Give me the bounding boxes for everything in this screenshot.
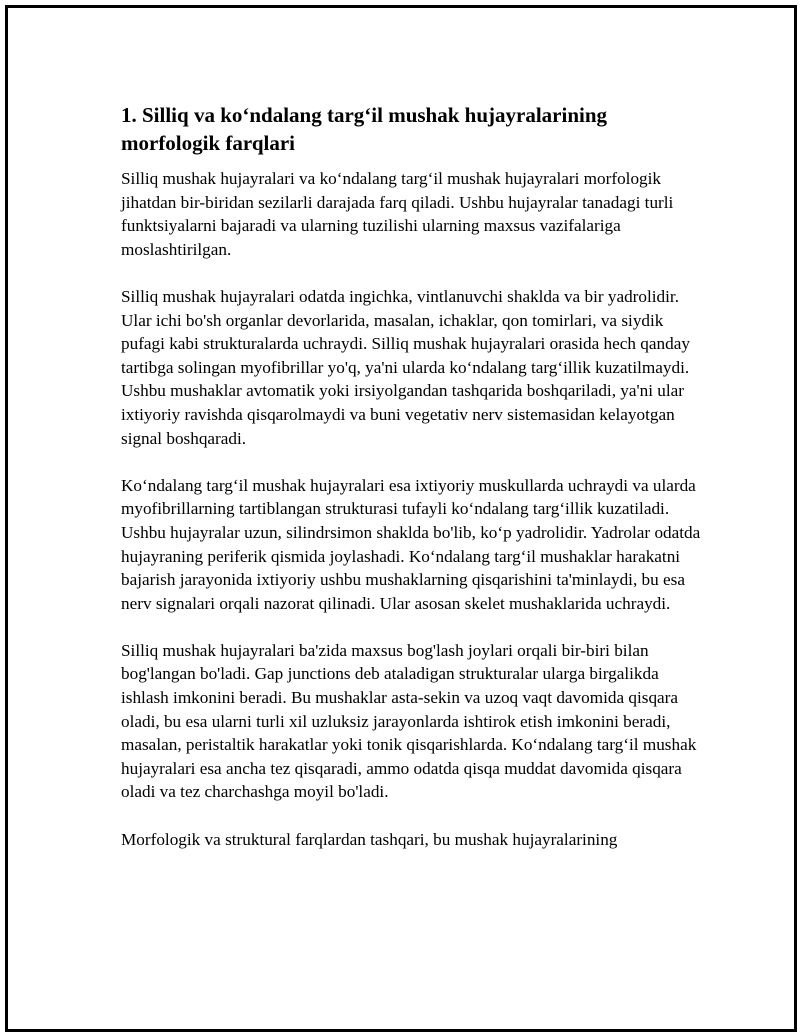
document-body — [121, 101, 701, 875]
paragraph: Ko‘ndalang targ‘il mushak hujayralari esa ixtiyoriy muskullarda uchraydi va ularda myofibrillarning tartiblangan strukturasi tufayli ko‘ndalang targ‘illik kuzatiladi. Ushbu hujayralar uzun, silindrsimon shaklda bo'lib, ko‘p yadrolidir. Yadrolar odatda hujayraning periferik qismida joylashadi. Ko‘ndalang targ‘il mushaklar harakatni bajarish jarayonida ixtiyoriy ushbu mushaklarning qisqarishini ta'minlaydi, bu esa nerv signalari orqali nazorat qilinadi. Ular asosan skelet mushaklarida uchraydi. — [121, 475, 701, 613]
paragraph: Silliq mushak hujayralari ba'zida maxsus bog'lash joylari orqali bir-biri bilan bog'langan bo'ladi. Gap junctions deb ataladigan strukturalar ularga birgalikda ishlash imkonini beradi. Bu mushaklar asta-sekin va uzoq vaqt davomida qisqara oladi, bu esa ularni turli xil uzluksiz jarayonlarda ishtirok etish imkonini beradi, masalan, peristaltik harakatlar yoki tonik qisqarishlarda. Ko‘ndalang targ‘il mushak hujayralari esa ancha tez qisqaradi, ammo odatda qisqa muddat davomida qisqara oladi va tez charchashga moyil bo'ladi. — [121, 640, 697, 802]
page-frame — [5, 5, 797, 1032]
section-heading: 1. Silliq va ko‘ndalang targ‘il mushak hujayralarining morfologik farqlari — [121, 103, 608, 155]
paragraph: Silliq mushak hujayralari odatda ingichka, vintlanuvchi shaklda va bir yadrolidir. Ular ichi bo'sh organlar devorlarida, masalan, ichaklar, qon tomirlari, va siydik pufagi kabi strukturalarda uchraydi. Silliq mushak hujayralari orasida hech qanday tartibga solingan myofibrillar yo'q, ya'ni ularda ko‘ndalang targ‘illik kuzatilmaydi. Ushbu mushaklar avtomatik yoki irsiyolgandan tashqarida boshqariladi, ya'ni ular ixtiyoriy ravishda qisqarolmaydi va buni vegetativ nerv sistemasidan kelayotgan signal boshqaradi. — [121, 286, 690, 448]
paragraph: Silliq mushak hujayralari va ko‘ndalang targ‘il mushak hujayralari morfologik jihatdan bir-biridan sezilarli darajada farq qiladi. Ushbu hujayralar tanadagi turli funktsiyalarni bajaradi va ularning tuzilishi ularning maxsus vazifalariga moslashtirilgan. — [121, 169, 674, 259]
paragraph: Morfologik va struktural farqlardan tashqari, bu mushak hujayralarining — [121, 829, 618, 849]
